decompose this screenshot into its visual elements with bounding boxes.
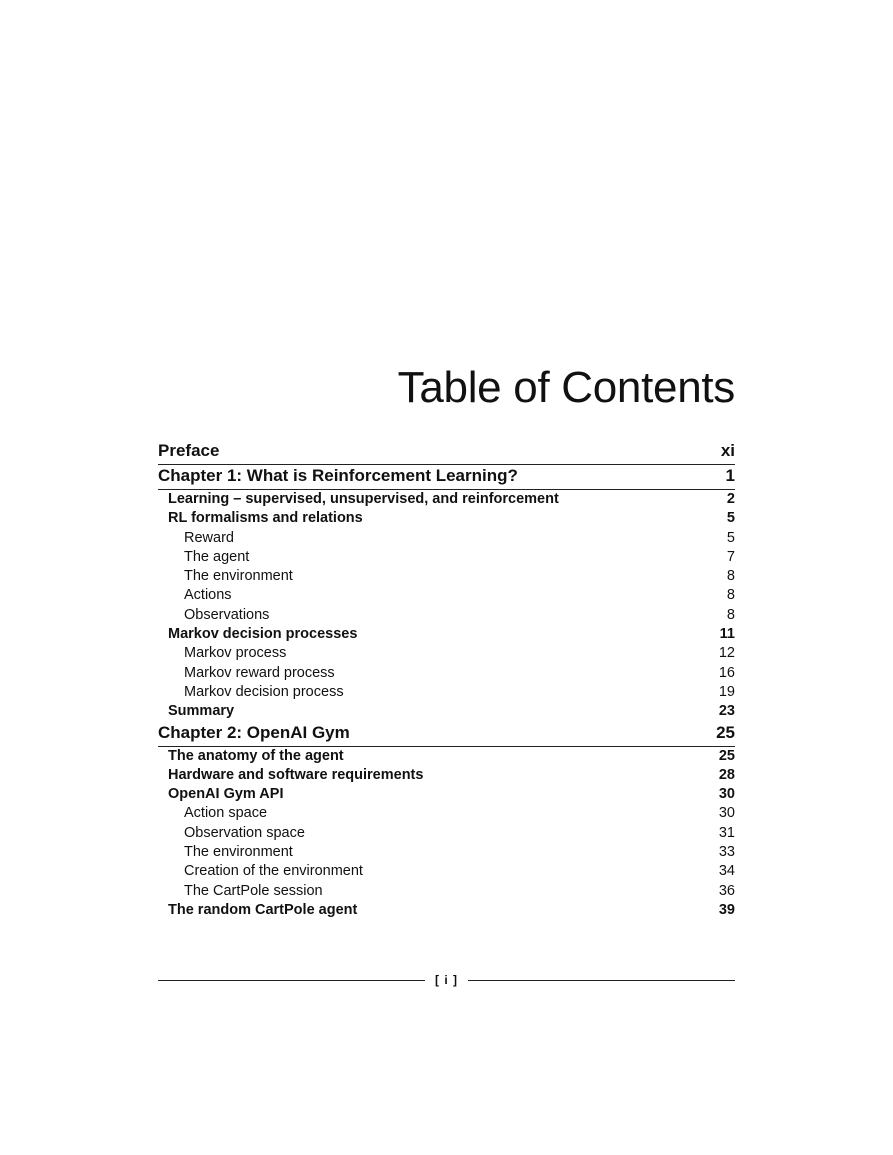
toc-entry-label: The anatomy of the agent [168, 747, 344, 764]
toc-subsection-entry[interactable] [158, 644, 735, 663]
toc-entry-page-number: 1 [725, 466, 735, 485]
toc-entry-label: The CartPole session [184, 882, 323, 899]
toc-entry-label: Summary [168, 703, 235, 720]
toc-entry-label: Action space [184, 805, 268, 822]
toc-entry-label: Observation space [184, 824, 305, 841]
toc-entry-label: Markov reward process [184, 664, 335, 681]
toc-section-entry[interactable] [158, 625, 735, 644]
toc-entry-label: Chapter 2: OpenAI Gym [158, 722, 350, 742]
toc-entry-page-number: 16 [718, 664, 735, 681]
toc-section-entry[interactable] [158, 785, 735, 804]
toc-entry-page-number: 5 [726, 529, 735, 546]
toc-entry-page-number: 5 [726, 510, 735, 527]
toc-section-entry[interactable] [158, 509, 735, 528]
toc-section-entry[interactable] [158, 901, 735, 920]
toc-chapter-entry[interactable] [158, 465, 735, 490]
footer-rule-left [158, 980, 425, 981]
toc-subsection-entry[interactable] [158, 843, 735, 862]
toc-entry-label: Preface [158, 441, 220, 460]
toc-entry-label: Learning – supervised, unsupervised, and reinforcement [168, 491, 559, 507]
toc-chapter-entry[interactable] [158, 722, 735, 747]
toc-entry-label: Reward [184, 529, 234, 546]
toc-entry-label: Observations [184, 606, 270, 623]
toc-entry-page-number: 36 [718, 882, 735, 899]
toc-entry-label: Chapter 1: What is Reinforcement Learning? [158, 466, 518, 485]
toc-entry-label: RL formalisms and relations [168, 510, 363, 527]
toc-entry-page-number: 33 [718, 844, 735, 861]
toc-section-entry[interactable] [158, 490, 735, 509]
toc-entry-page-number: 23 [718, 703, 735, 720]
toc-entry-page-number: 25 [718, 747, 735, 764]
toc-entry-page-number: 8 [726, 587, 735, 604]
toc-section-entry[interactable] [158, 702, 735, 721]
toc-subsection-entry[interactable] [158, 824, 735, 843]
toc-entry-label: Markov decision process [184, 683, 344, 700]
table-of-contents [158, 440, 735, 920]
toc-entry-page-number: 39 [718, 901, 735, 918]
toc-subsection-entry[interactable] [158, 664, 735, 683]
toc-entry-page-number: 8 [726, 606, 735, 623]
toc-subsection-entry[interactable] [158, 606, 735, 625]
toc-entry-page-number: 19 [718, 683, 735, 700]
toc-entry-page-number: 28 [718, 766, 735, 783]
toc-subsection-entry[interactable] [158, 567, 735, 586]
toc-entry-page-number: xi [720, 441, 735, 460]
toc-entry-page-number: 8 [726, 568, 735, 585]
toc-entry-label: OpenAI Gym API [168, 786, 284, 803]
toc-entry-page-number: 31 [718, 824, 735, 841]
toc-entry-page-number: 12 [718, 645, 735, 662]
toc-subsection-entry[interactable] [158, 529, 735, 548]
toc-subsection-entry[interactable] [158, 586, 735, 605]
footer-rule-right [468, 980, 735, 981]
page-number: [ i ] [435, 973, 458, 987]
toc-section-entry[interactable] [158, 747, 735, 766]
toc-entry-page-number: 2 [726, 491, 735, 507]
toc-subsection-entry[interactable] [158, 683, 735, 702]
toc-subsection-entry[interactable] [158, 882, 735, 901]
toc-entry-page-number: 30 [718, 805, 735, 822]
toc-entry-page-number: 30 [718, 786, 735, 803]
toc-entry-label: The environment [184, 568, 293, 585]
toc-entry-label: Creation of the environment [184, 863, 363, 880]
toc-entry-label: Markov process [184, 645, 287, 662]
toc-entry-page-number: 11 [719, 626, 735, 643]
toc-section-entry[interactable] [158, 766, 735, 785]
page-title: Table of Contents [397, 363, 735, 412]
toc-entry-page-number: 7 [726, 548, 735, 565]
toc-entry-label: The environment [184, 844, 293, 861]
toc-entry-label: Actions [184, 587, 232, 604]
toc-entry-label: Hardware and software requirements [168, 766, 424, 783]
page-footer [158, 970, 735, 990]
toc-entry-label: The random CartPole agent [168, 901, 358, 918]
toc-subsection-entry[interactable] [158, 804, 735, 823]
toc-entry-page-number: 34 [718, 863, 735, 880]
toc-subsection-entry[interactable] [158, 548, 735, 567]
toc-subsection-entry[interactable] [158, 862, 735, 881]
toc-chapter-entry[interactable] [158, 440, 735, 465]
toc-entry-page-number: 25 [716, 722, 735, 742]
toc-entry-label: Markov decision processes [168, 626, 358, 643]
toc-entry-label: The agent [184, 548, 250, 565]
